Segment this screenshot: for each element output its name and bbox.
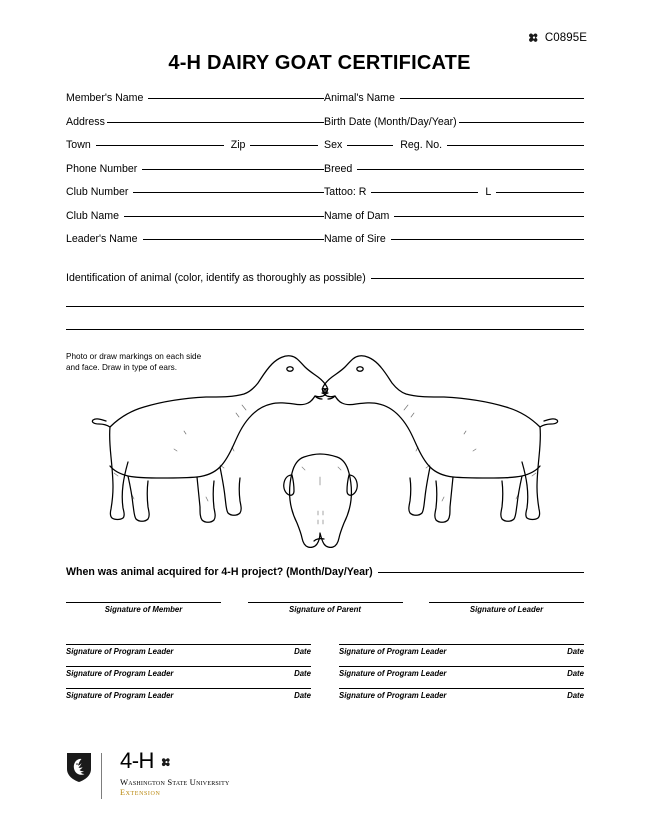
name-of-sire-input[interactable] xyxy=(391,239,584,240)
footer-divider xyxy=(101,753,102,799)
field-label: Phone Number xyxy=(66,162,138,175)
brand-4h-label: 4-H xyxy=(120,748,154,773)
program-leader-row xyxy=(66,688,584,700)
signature-caption: Signature of Member xyxy=(104,605,183,614)
field-town-zip xyxy=(66,139,324,163)
goat-side-view-left xyxy=(92,356,327,522)
field-label: Address xyxy=(66,115,105,128)
extension-label: Extension xyxy=(120,788,161,797)
tattoo-left-input[interactable] xyxy=(496,192,584,193)
document-code xyxy=(527,31,587,45)
field-label: Club Number xyxy=(66,186,129,198)
field-address xyxy=(66,116,324,140)
date-caption: Date xyxy=(294,691,311,700)
field-identification xyxy=(66,272,584,284)
date-caption: Date xyxy=(294,647,311,656)
birth-date-input[interactable] xyxy=(459,122,584,123)
program-leader-block xyxy=(339,644,584,656)
field-tattoo xyxy=(324,186,584,210)
university-name: Washington State University xyxy=(120,777,230,787)
date-caption: Date xyxy=(567,647,584,656)
field-club-number xyxy=(66,186,324,210)
program-leader-caption: Signature of Program Leader xyxy=(66,691,174,700)
illustration-instructions-line2: and face. Draw in type of ears. xyxy=(66,363,178,373)
goat-head-front-view xyxy=(284,454,358,547)
field-label: Animal's Name xyxy=(324,92,395,104)
program-leader-block xyxy=(66,688,311,700)
program-leader-caption: Signature of Program Leader xyxy=(66,647,174,656)
footer-text-group xyxy=(111,748,230,797)
program-leader-row xyxy=(66,644,584,656)
date-caption: Date xyxy=(567,669,584,678)
goat-illustration-group xyxy=(66,345,584,555)
date-caption: Date xyxy=(294,669,311,678)
identification-input[interactable] xyxy=(371,278,584,279)
field-animals-name xyxy=(324,92,584,116)
sex-input[interactable] xyxy=(347,145,393,146)
program-leader-caption: Signature of Program Leader xyxy=(339,691,447,700)
program-leader-row xyxy=(66,666,584,678)
field-phone-number xyxy=(66,163,324,187)
field-label: When was animal acquired for 4-H project? (Month/Day/Year) xyxy=(66,566,373,578)
animals-name-input[interactable] xyxy=(400,98,584,99)
field-label-tattoo-left: L xyxy=(485,186,492,198)
club-name-input[interactable] xyxy=(124,216,324,217)
form-fields xyxy=(66,92,584,257)
members-name-input[interactable] xyxy=(148,98,324,99)
field-name-of-dam xyxy=(324,210,584,234)
signature-caption: Signature of Leader xyxy=(469,605,544,614)
breed-input[interactable] xyxy=(357,169,584,170)
signature-row-primary xyxy=(66,602,584,614)
form-column-right xyxy=(324,92,584,257)
leaders-name-input[interactable] xyxy=(143,239,324,240)
identification-input-line-3[interactable] xyxy=(66,307,584,330)
club-number-input[interactable] xyxy=(133,192,324,193)
page-title: 4-H DAIRY GOAT CERTIFICATE xyxy=(168,52,471,74)
field-date-acquired xyxy=(66,566,584,578)
signature-caption: Signature of Parent xyxy=(289,605,361,614)
date-acquired-input[interactable] xyxy=(378,572,584,573)
signature-block-leader xyxy=(429,602,584,614)
field-label: Club Name xyxy=(66,209,119,222)
program-leader-signature-grid xyxy=(66,644,584,710)
town-input[interactable] xyxy=(96,145,224,146)
field-name-of-sire xyxy=(324,233,584,257)
field-label: Leader's Name xyxy=(66,233,138,245)
field-label: Member's Name xyxy=(66,92,144,104)
identification-block xyxy=(66,272,584,330)
phone-number-input[interactable] xyxy=(142,169,324,170)
zip-input[interactable] xyxy=(250,145,318,146)
goat-side-view-right xyxy=(323,356,558,522)
address-input[interactable] xyxy=(107,122,324,123)
program-leader-block xyxy=(339,666,584,678)
document-code-text: C0895E xyxy=(544,32,587,44)
field-label: Name of Dam xyxy=(324,209,390,222)
field-label-reg-no: Reg. No. xyxy=(400,139,443,151)
reg-no-input[interactable] xyxy=(447,145,584,146)
field-sex-reg-no xyxy=(324,139,584,163)
program-leader-caption: Signature of Program Leader xyxy=(66,669,174,678)
program-leader-block xyxy=(66,644,311,656)
identification-input-line-2[interactable] xyxy=(66,284,584,307)
date-caption: Date xyxy=(567,691,584,700)
signature-block-parent xyxy=(248,602,403,614)
footer-branding xyxy=(66,748,230,799)
field-label: Identification of animal (color, identify as thoroughly as possible) xyxy=(66,272,366,284)
field-label: Town xyxy=(66,139,91,151)
program-leader-block xyxy=(66,666,311,678)
field-breed xyxy=(324,163,584,187)
field-label-zip: Zip xyxy=(230,139,246,151)
program-leader-block xyxy=(339,688,584,700)
name-of-dam-input[interactable] xyxy=(394,216,584,217)
wsu-cougar-shield-icon xyxy=(66,752,92,783)
field-label: Tattoo: R xyxy=(324,186,367,198)
form-column-left xyxy=(66,92,324,257)
field-club-name xyxy=(66,210,324,234)
tattoo-right-input[interactable] xyxy=(371,192,478,193)
field-label: Name of Sire xyxy=(324,233,386,245)
field-label: Breed xyxy=(324,162,353,175)
four-leaf-clover-icon xyxy=(160,756,173,769)
field-members-name xyxy=(66,92,324,116)
signature-block-member xyxy=(66,602,221,614)
program-leader-caption: Signature of Program Leader xyxy=(339,669,447,678)
field-label: Sex xyxy=(324,139,343,151)
field-label: Birth Date (Month/Day/Year) xyxy=(324,115,457,128)
field-leaders-name xyxy=(66,233,324,257)
four-leaf-clover-icon xyxy=(527,31,541,45)
field-birth-date xyxy=(324,116,584,140)
illustration-instructions-line1: Photo or draw markings on each side xyxy=(66,352,202,361)
program-leader-caption: Signature of Program Leader xyxy=(339,647,447,656)
